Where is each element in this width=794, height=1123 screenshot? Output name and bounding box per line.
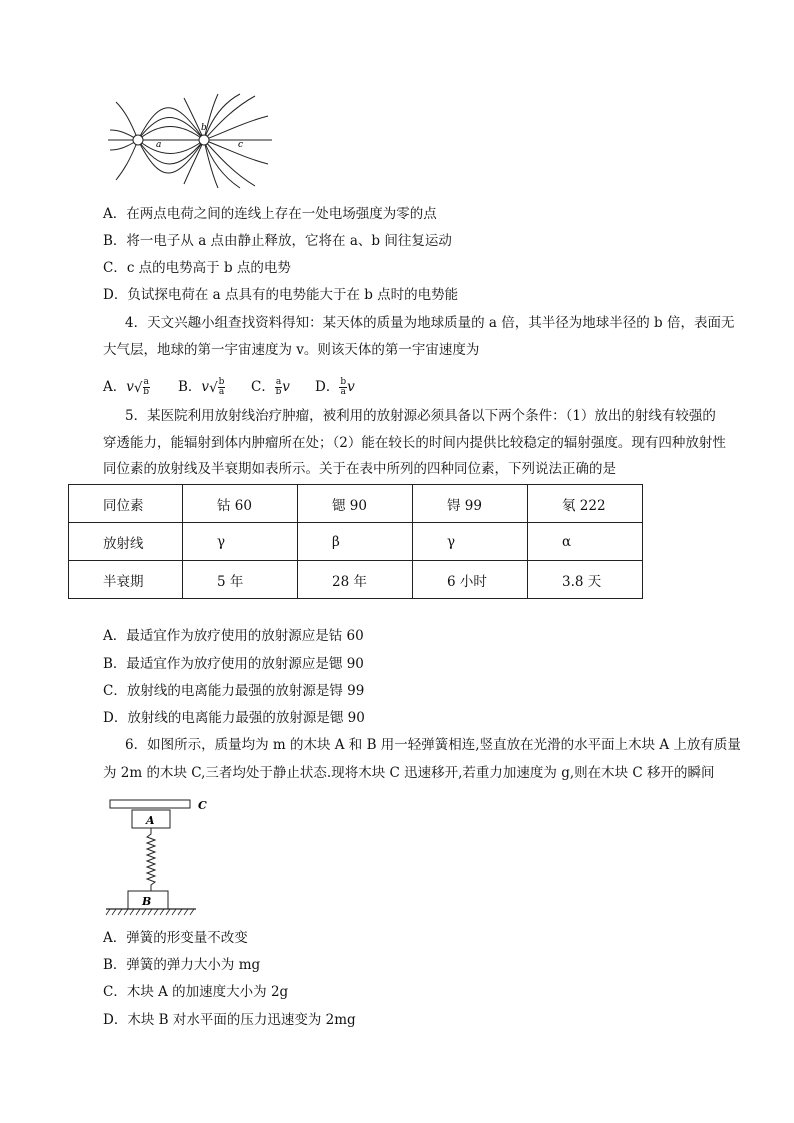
q4-option-a: A．v√ $\frac{a}{b}$ <box>103 377 150 397</box>
table-cell: 锶 90 <box>298 485 413 523</box>
q5-option-b: B．最适宜作为放疗使用的放射源应是锶 90 <box>103 656 364 672</box>
q4-option-d: D． $\frac{b}{a}$ v <box>315 377 355 397</box>
q5-option-d: D．放射线的电离能力最强的放射源是锶 90 <box>103 710 365 726</box>
q6-stem-line1: 6．如图所示，质量均为 m 的木块 A 和 B 用一轻弹簧相连,竖直放在光滑的水平面上木块 A 上放有质量 <box>125 737 741 753</box>
q4-option-b: B．v√ $\frac{b}{a}$ <box>178 377 225 397</box>
table-cell: β <box>298 523 413 561</box>
table-row <box>69 561 643 599</box>
point-b-label: b <box>201 123 207 133</box>
q6-stem-line2: 为 2m 的木块 C,三者均处于静止状态.现将木块 C 迅速移开,若重力加速度为 g,则在木块 C 移开的瞬间 <box>103 765 715 781</box>
table-cell: 氡 222 <box>528 485 643 523</box>
q5-option-a: A．最适宜作为放疗使用的放射源应是钴 60 <box>103 628 364 644</box>
q6-option-d: D．木块 B 对水平面的压力迅速变为 2mg <box>103 1012 356 1028</box>
table-cell: γ <box>183 523 298 561</box>
q5-stem-line1: 5．某医院利用放射线治疗肿瘤，被利用的放射源必须具备以下两个条件：（1）放出的射线有较强的 <box>125 408 716 424</box>
table-cell: α <box>528 523 643 561</box>
table-cell: γ <box>413 523 528 561</box>
q4-option-c: C． $\frac{a}{b}$ v <box>251 377 290 397</box>
q5-stem-line3: 同位素的放射线及半衰期如表所示。关于在表中所列的四种同位素，下列说法正确的是 <box>103 461 616 477</box>
q3-option-d: D．负试探电荷在 a 点具有的电势能大于在 b 点时的电势能 <box>103 287 459 303</box>
table-cell: 28 年 <box>298 561 413 599</box>
q6-option-b: B．弹簧的弹力大小为 mg <box>103 957 261 973</box>
q3-option-b: B．将一电子从 a 点由静止释放，它将在 a、b 间往复运动 <box>103 233 452 249</box>
q6-option-a: A．弹簧的形变量不改变 <box>103 930 248 946</box>
electric-field-figure <box>100 92 280 192</box>
q4-stem-line2: 大气层，地球的第一宇宙速度为 v。则该天体的第一宇宙速度为 <box>103 342 480 358</box>
isotope-table <box>68 484 643 599</box>
spring-blocks-figure <box>100 796 220 918</box>
q4-stem-line1: 4．天文兴趣小组查找资料得知：某天体的质量为地球质量的 a 倍，其半径为地球半径的 b 倍，表面无 <box>125 315 735 331</box>
table-cell: 3.8 天 <box>528 561 643 599</box>
table-cell: 半衰期 <box>69 561 183 599</box>
table-cell: 钴 60 <box>183 485 298 523</box>
q6-option-c: C．木块 A 的加速度大小为 2g <box>103 984 289 1000</box>
block-b-label: B <box>142 895 152 908</box>
q3-option-a: A．在两点电荷之间的连线上存在一处电场强度为零的点 <box>103 206 437 222</box>
block-c-label: C <box>198 799 207 812</box>
q5-stem-line2: 穿透能力，能辐射到体内肿瘤所在处；（2）能在较长的时间内提供比较稳定的辐射强度。现有四种放射性 <box>103 435 726 451</box>
q3-option-c: C．c 点的电势高于 b 点的电势 <box>103 260 291 276</box>
table-cell: 同位素 <box>69 485 183 523</box>
table-cell: 锝 99 <box>413 485 528 523</box>
q5-option-c: C．放射线的电离能力最强的放射源是锝 99 <box>103 683 365 699</box>
point-c-label: c <box>238 140 244 150</box>
table-cell: 放射线 <box>69 523 183 561</box>
table-cell: 5 年 <box>183 561 298 599</box>
block-a-label: A <box>146 814 155 827</box>
table-cell: 6 小时 <box>413 561 528 599</box>
table-row <box>69 485 643 523</box>
point-a-label: a <box>156 140 162 150</box>
table-row <box>69 523 643 561</box>
